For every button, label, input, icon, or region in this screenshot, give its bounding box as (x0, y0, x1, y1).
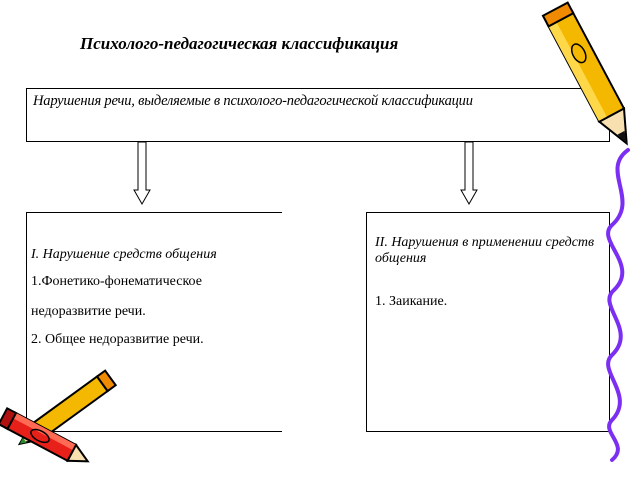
page-title: Психолого-педагогическая классификация (80, 34, 399, 53)
pencil-icon (543, 3, 639, 150)
communication-means-heading: I. Нарушение средств общения (31, 247, 217, 262)
classification-box-label: Нарушения речи, выделяемые в психолого-педагогической классификации (33, 93, 473, 109)
list-item: 1. Заикание. (375, 294, 448, 309)
list-item: недоразвитие речи. (31, 304, 146, 319)
list-item: 2. Общее недоразвитие речи. (31, 332, 204, 347)
squiggle-line (608, 150, 628, 460)
list-item: 1.Фонетико-фонематическое (31, 274, 202, 289)
communication-use-heading: II. Нарушения в применении средств общения (375, 235, 595, 266)
